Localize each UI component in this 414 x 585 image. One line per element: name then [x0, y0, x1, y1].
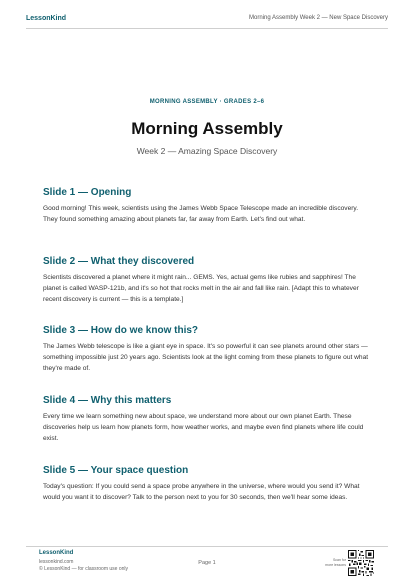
slide-section-5: [43, 465, 373, 503]
eyebrow-label: MORNING ASSEMBLY · GRADES 2–6: [149, 99, 265, 105]
slide-heading: Slide 3 — How do we know this?: [43, 325, 199, 336]
slide-heading: Slide 2 — What they discovered: [43, 256, 195, 267]
qr-caption: [320, 558, 346, 568]
slide-section-2: [43, 256, 373, 305]
qr-code-icon: [348, 550, 374, 576]
slide-heading: Slide 4 — Why this matters: [43, 395, 172, 406]
footer-brand: LessonKind: [39, 550, 74, 556]
footer-copyright: © LessonKind — for classroom use only: [39, 566, 129, 572]
slide-heading: Slide 5 — Your space question: [43, 465, 189, 476]
header-divider: [26, 28, 388, 29]
qr-caption-line: more lessons: [325, 563, 346, 567]
slide-body: Today's question: If you could send a space probe anywhere in the universe, where would you send it? What would you want it to discover? Talk to the person next to you for 30 seconds, then we'll hear some ideas.: [43, 483, 360, 501]
qr-caption-line: Scan for: [332, 558, 346, 562]
slide-section-3: [43, 325, 373, 374]
slide-body: Every time we learn something new about space, we understand more about our own planet Earth. These discoveries help us learn how planets form, how weather works, and maybe even find planets where life could exist.: [43, 413, 364, 442]
slide-body: Scientists discovered a planet where it might rain... GEMS. Yes, actual gems like rubies and sapphires! The planet is called WASP-121b, and it's so hot that rocks melt in the air and fall like rain. [Adapt this to whatever recent discovery is current — this is a template.]: [43, 274, 359, 303]
footer-website-link[interactable]: lessonkind.com: [39, 559, 74, 565]
slide-section-4: [43, 395, 373, 444]
slide-section-1: [43, 187, 373, 225]
page-header: [0, 0, 414, 33]
slide-body: Good morning! This week, scientists using the James Webb Space Telescope made an incredible discovery. They found something amazing about planets far, far away from Earth. Let's find out what.: [43, 205, 359, 223]
header-brand: LessonKind: [26, 15, 67, 22]
slide-body: The James Webb telescope is like a giant eye in space. It's so powerful it can see planets around other stars — something impossible just 20 years ago. Scientists look at the light coming from these planets to figure out what they're made of.: [43, 343, 369, 372]
page-subtitle: Week 2 — Amazing Space Discovery: [136, 146, 278, 156]
page-number: Page 1: [198, 560, 216, 566]
footer-divider: [26, 546, 388, 547]
header-document-title: Morning Assembly Week 2 — New Space Discovery: [249, 15, 388, 21]
page-title: Morning Assembly: [131, 119, 283, 138]
slide-heading: Slide 1 — Opening: [43, 187, 132, 198]
